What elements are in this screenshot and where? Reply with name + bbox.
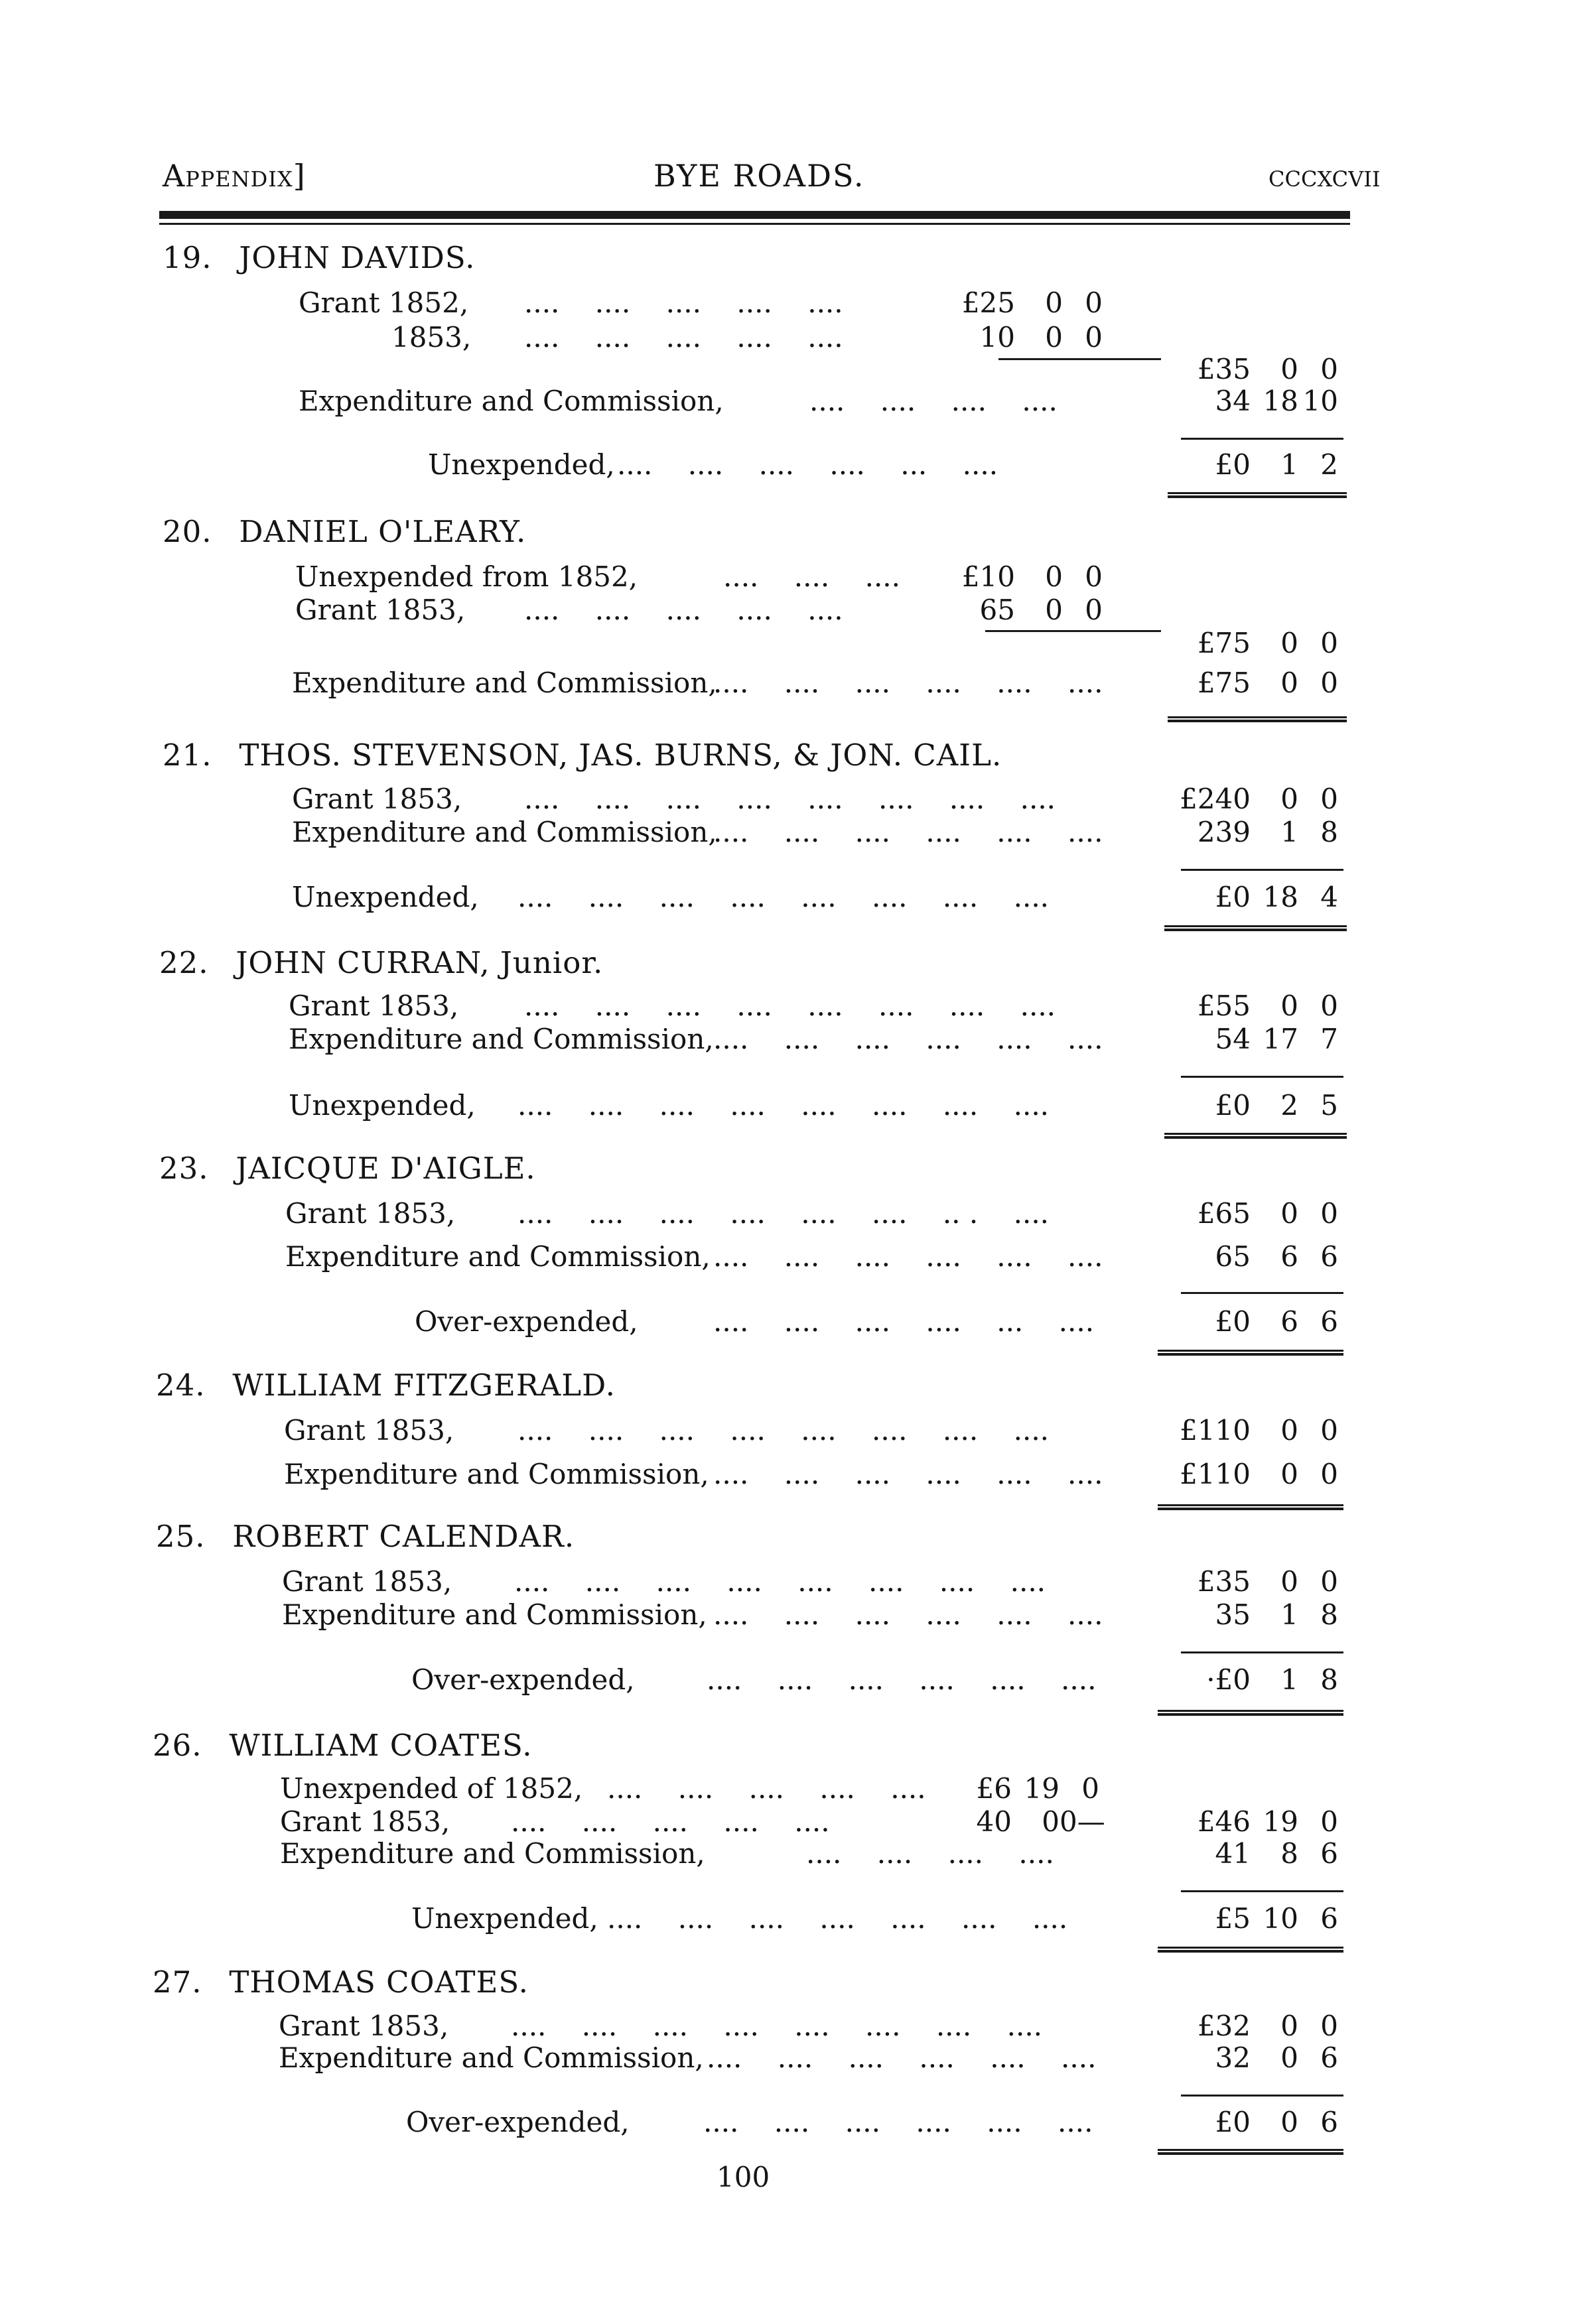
leader-dots: .... .... .... .... .... — [524, 287, 843, 319]
amount: £0 2 5 — [1215, 1089, 1338, 1122]
amount: 65 0 0 — [979, 594, 1103, 626]
leader-dots: .... .... .... .... .... .... .... .... — [514, 1565, 1046, 1598]
leader-dots: .... .... .... .... .... .... .... — [607, 1902, 1068, 1935]
section-heading — [159, 1151, 536, 1186]
total-amount: £75 0 0 — [1197, 627, 1338, 659]
entry-label: Unexpended, — [292, 881, 479, 913]
amount: £55 0 0 — [1197, 990, 1338, 1022]
header-rule-thin — [159, 223, 1350, 225]
amount: £32 0 0 — [1197, 2010, 1338, 2042]
leader-dots: .... .... .... .... .... .... — [713, 1240, 1103, 1273]
amount: £110 0 0 — [1180, 1458, 1338, 1490]
entry-label: Unexpended, — [411, 1902, 598, 1935]
entry-label: Grant 1853, — [279, 2010, 449, 2042]
section-name: THOMAS COATES. — [229, 1965, 529, 2000]
section-number: 23. — [159, 1151, 209, 1186]
section-name: WILLIAM FITZGERALD. — [232, 1368, 616, 1403]
entry-label: Expenditure and Commission, — [285, 1240, 711, 1273]
section-number: 19. — [163, 240, 212, 275]
entry-label: Expenditure and Commission, — [292, 816, 717, 848]
amount: £0 1 2 — [1215, 448, 1338, 481]
sum-rule — [1181, 1651, 1343, 1653]
section-name: DANIEL O'LEARY. — [239, 514, 527, 549]
entry-label: Grant 1853, — [285, 1197, 456, 1230]
entry-label: Expenditure and Commission, — [280, 1837, 705, 1870]
entry-label: Unexpended of 1852, — [280, 1772, 583, 1805]
sum-rule — [1181, 438, 1343, 440]
leader-dots: .... .... .... .... .... .... — [703, 2106, 1093, 2138]
leader-dots: .... .... .... .... .... — [524, 594, 843, 626]
entry-label: Grant 1853, — [289, 990, 459, 1022]
amount: 35 1 8 — [1215, 1598, 1338, 1631]
leader-dots: .... .... .... .... .... — [511, 1805, 830, 1838]
leader-dots: .... .... .... .... .... .... .... .... — [517, 881, 1050, 913]
amount: 239 1 8 — [1197, 816, 1338, 848]
section-heading — [153, 1965, 529, 2000]
amount: £0 18 4 — [1215, 881, 1338, 913]
sum-rule — [1181, 869, 1343, 871]
sum-rule — [998, 358, 1161, 360]
double-rule — [1168, 492, 1347, 498]
entry-label: Over-expended, — [406, 2106, 630, 2138]
running-head-title: BYE ROADS. — [653, 158, 865, 194]
double-rule — [1164, 1133, 1347, 1139]
leader-dots: .... .... .... .... ... .... — [713, 1305, 1095, 1338]
leader-dots: .... .... .... .... .... .... .. . .... — [517, 1197, 1050, 1230]
leader-dots: .... .... .... .... .... .... .... .... — [524, 990, 1056, 1022]
section-heading — [156, 1368, 616, 1403]
double-rule — [1158, 1947, 1343, 1953]
entry-label: Unexpended, — [289, 1089, 476, 1122]
entry-label: Unexpended, — [428, 448, 615, 481]
sum-rule — [1181, 1292, 1343, 1294]
section-heading — [156, 1519, 575, 1554]
leader-dots: .... .... .... .... .... .... — [713, 1598, 1103, 1631]
amount: 32 0 6 — [1215, 2041, 1338, 2074]
section-name: JOHN DAVIDS. — [239, 240, 476, 275]
entry-label: 1853, — [391, 321, 472, 354]
leader-dots: .... .... .... .... ... .... — [617, 448, 998, 481]
header-rule-thick — [159, 211, 1350, 219]
sum-rule — [1181, 1076, 1343, 1078]
total-amount: £46 19 0 — [1197, 1805, 1338, 1838]
section-heading — [153, 1728, 533, 1763]
section-number: 21. — [163, 738, 212, 773]
section-name: JOHN CURRAN, Junior. — [236, 945, 604, 980]
sum-rule — [985, 630, 1161, 632]
entry-label: Expenditure and Commission, — [292, 667, 717, 699]
entry-label: Over-expended, — [415, 1305, 638, 1338]
section-name: ROBERT CALENDAR. — [232, 1519, 575, 1554]
entry-label: Grant 1853, — [282, 1565, 452, 1598]
entry-label: Unexpended from 1852, — [295, 560, 638, 593]
sum-rule — [1181, 1890, 1343, 1892]
double-rule — [1164, 925, 1347, 931]
leader-dots: .... .... .... .... .... .... — [713, 1023, 1103, 1055]
amount: £10 0 0 — [961, 560, 1103, 593]
entry-label: Grant 1853, — [284, 1414, 454, 1447]
leader-dots: .... .... .... .... — [806, 1837, 1054, 1870]
section-number: 27. — [153, 1965, 202, 2000]
section-heading — [163, 240, 475, 275]
amount: £35 0 0 — [1197, 1565, 1338, 1598]
amount: £75 0 0 — [1197, 667, 1338, 699]
amount: 41 8 6 — [1215, 1837, 1338, 1870]
leader-dots: .... .... .... — [723, 560, 901, 593]
entry-label: Expenditure and Commission, — [282, 1598, 707, 1631]
section-number: 25. — [156, 1519, 206, 1554]
entry-label: Grant 1853, — [295, 594, 466, 626]
section-name: WILLIAM COATES. — [229, 1728, 533, 1763]
leader-dots: .... .... .... .... .... — [524, 321, 843, 354]
double-rule — [1158, 2149, 1343, 2155]
total-amount: £35 0 0 — [1197, 353, 1338, 385]
section-number: 22. — [159, 945, 209, 980]
amount: 34 18 10 — [1215, 385, 1338, 417]
leader-dots: .... .... .... .... .... .... — [707, 2041, 1097, 2074]
page-number: 100 — [717, 2161, 770, 2193]
amount: £5 10 6 — [1215, 1902, 1338, 1935]
leader-dots: .... .... .... .... .... .... — [713, 1458, 1103, 1490]
section-heading — [159, 945, 603, 980]
running-head-left: Appendix] — [163, 158, 306, 194]
amount: £25 0 0 — [961, 287, 1103, 319]
section-name: THOS. STEVENSON, JAS. BURNS, & JON. CAIL. — [239, 738, 1002, 773]
section-number: 20. — [163, 514, 212, 549]
entry-label: Grant 1853, — [280, 1805, 450, 1838]
amount: £6 19 0 — [976, 1772, 1099, 1805]
entry-label: Expenditure and Commission, — [284, 1458, 709, 1490]
section-name: JAICQUE D'AIGLE. — [236, 1151, 536, 1186]
entry-label: Expenditure and Commission, — [289, 1023, 714, 1055]
leader-dots: .... .... .... .... .... .... .... .... — [517, 1414, 1050, 1447]
leader-dots: .... .... .... .... .... .... .... .... — [511, 2010, 1043, 2042]
leader-dots: .... .... .... .... .... .... — [707, 1663, 1097, 1696]
section-heading — [163, 738, 1002, 773]
entry-label: Grant 1852, — [299, 287, 469, 319]
section-heading — [163, 514, 526, 549]
double-rule — [1158, 1710, 1343, 1716]
section-number: 24. — [156, 1368, 206, 1403]
leader-dots: .... .... .... .... .... — [607, 1772, 926, 1805]
leader-dots: .... .... .... .... — [809, 385, 1058, 417]
leader-dots: .... .... .... .... .... .... — [713, 667, 1103, 699]
double-rule — [1158, 1504, 1343, 1510]
double-rule — [1158, 1350, 1343, 1356]
amount: £65 0 0 — [1197, 1197, 1338, 1230]
leader-dots: .... .... .... .... .... .... .... .... — [517, 1089, 1050, 1122]
amount: 54 17 7 — [1215, 1023, 1338, 1055]
sum-rule — [1181, 2095, 1343, 2097]
amount: 40 0 0— — [976, 1805, 1105, 1838]
entry-label: Expenditure and Commission, — [299, 385, 724, 417]
leader-dots: .... .... .... .... .... .... .... .... — [524, 783, 1056, 815]
entry-label: Expenditure and Commission, — [279, 2041, 704, 2074]
double-rule — [1168, 716, 1347, 722]
entry-label: Over-expended, — [411, 1663, 635, 1696]
amount: £0 0 6 — [1215, 2106, 1338, 2138]
amount: £110 0 0 — [1180, 1414, 1338, 1447]
leader-dots: .... .... .... .... .... .... — [713, 816, 1103, 848]
amount: £240 0 0 — [1180, 783, 1338, 815]
section-number: 26. — [153, 1728, 202, 1763]
folio-roman: cccxcvii — [1268, 158, 1381, 194]
amount: £0 6 6 — [1215, 1305, 1338, 1338]
amount: 10 0 0 — [979, 321, 1103, 354]
amount: 65 6 6 — [1215, 1240, 1338, 1273]
amount: ·£0 1 8 — [1206, 1663, 1338, 1696]
entry-label: Grant 1853, — [292, 783, 462, 815]
